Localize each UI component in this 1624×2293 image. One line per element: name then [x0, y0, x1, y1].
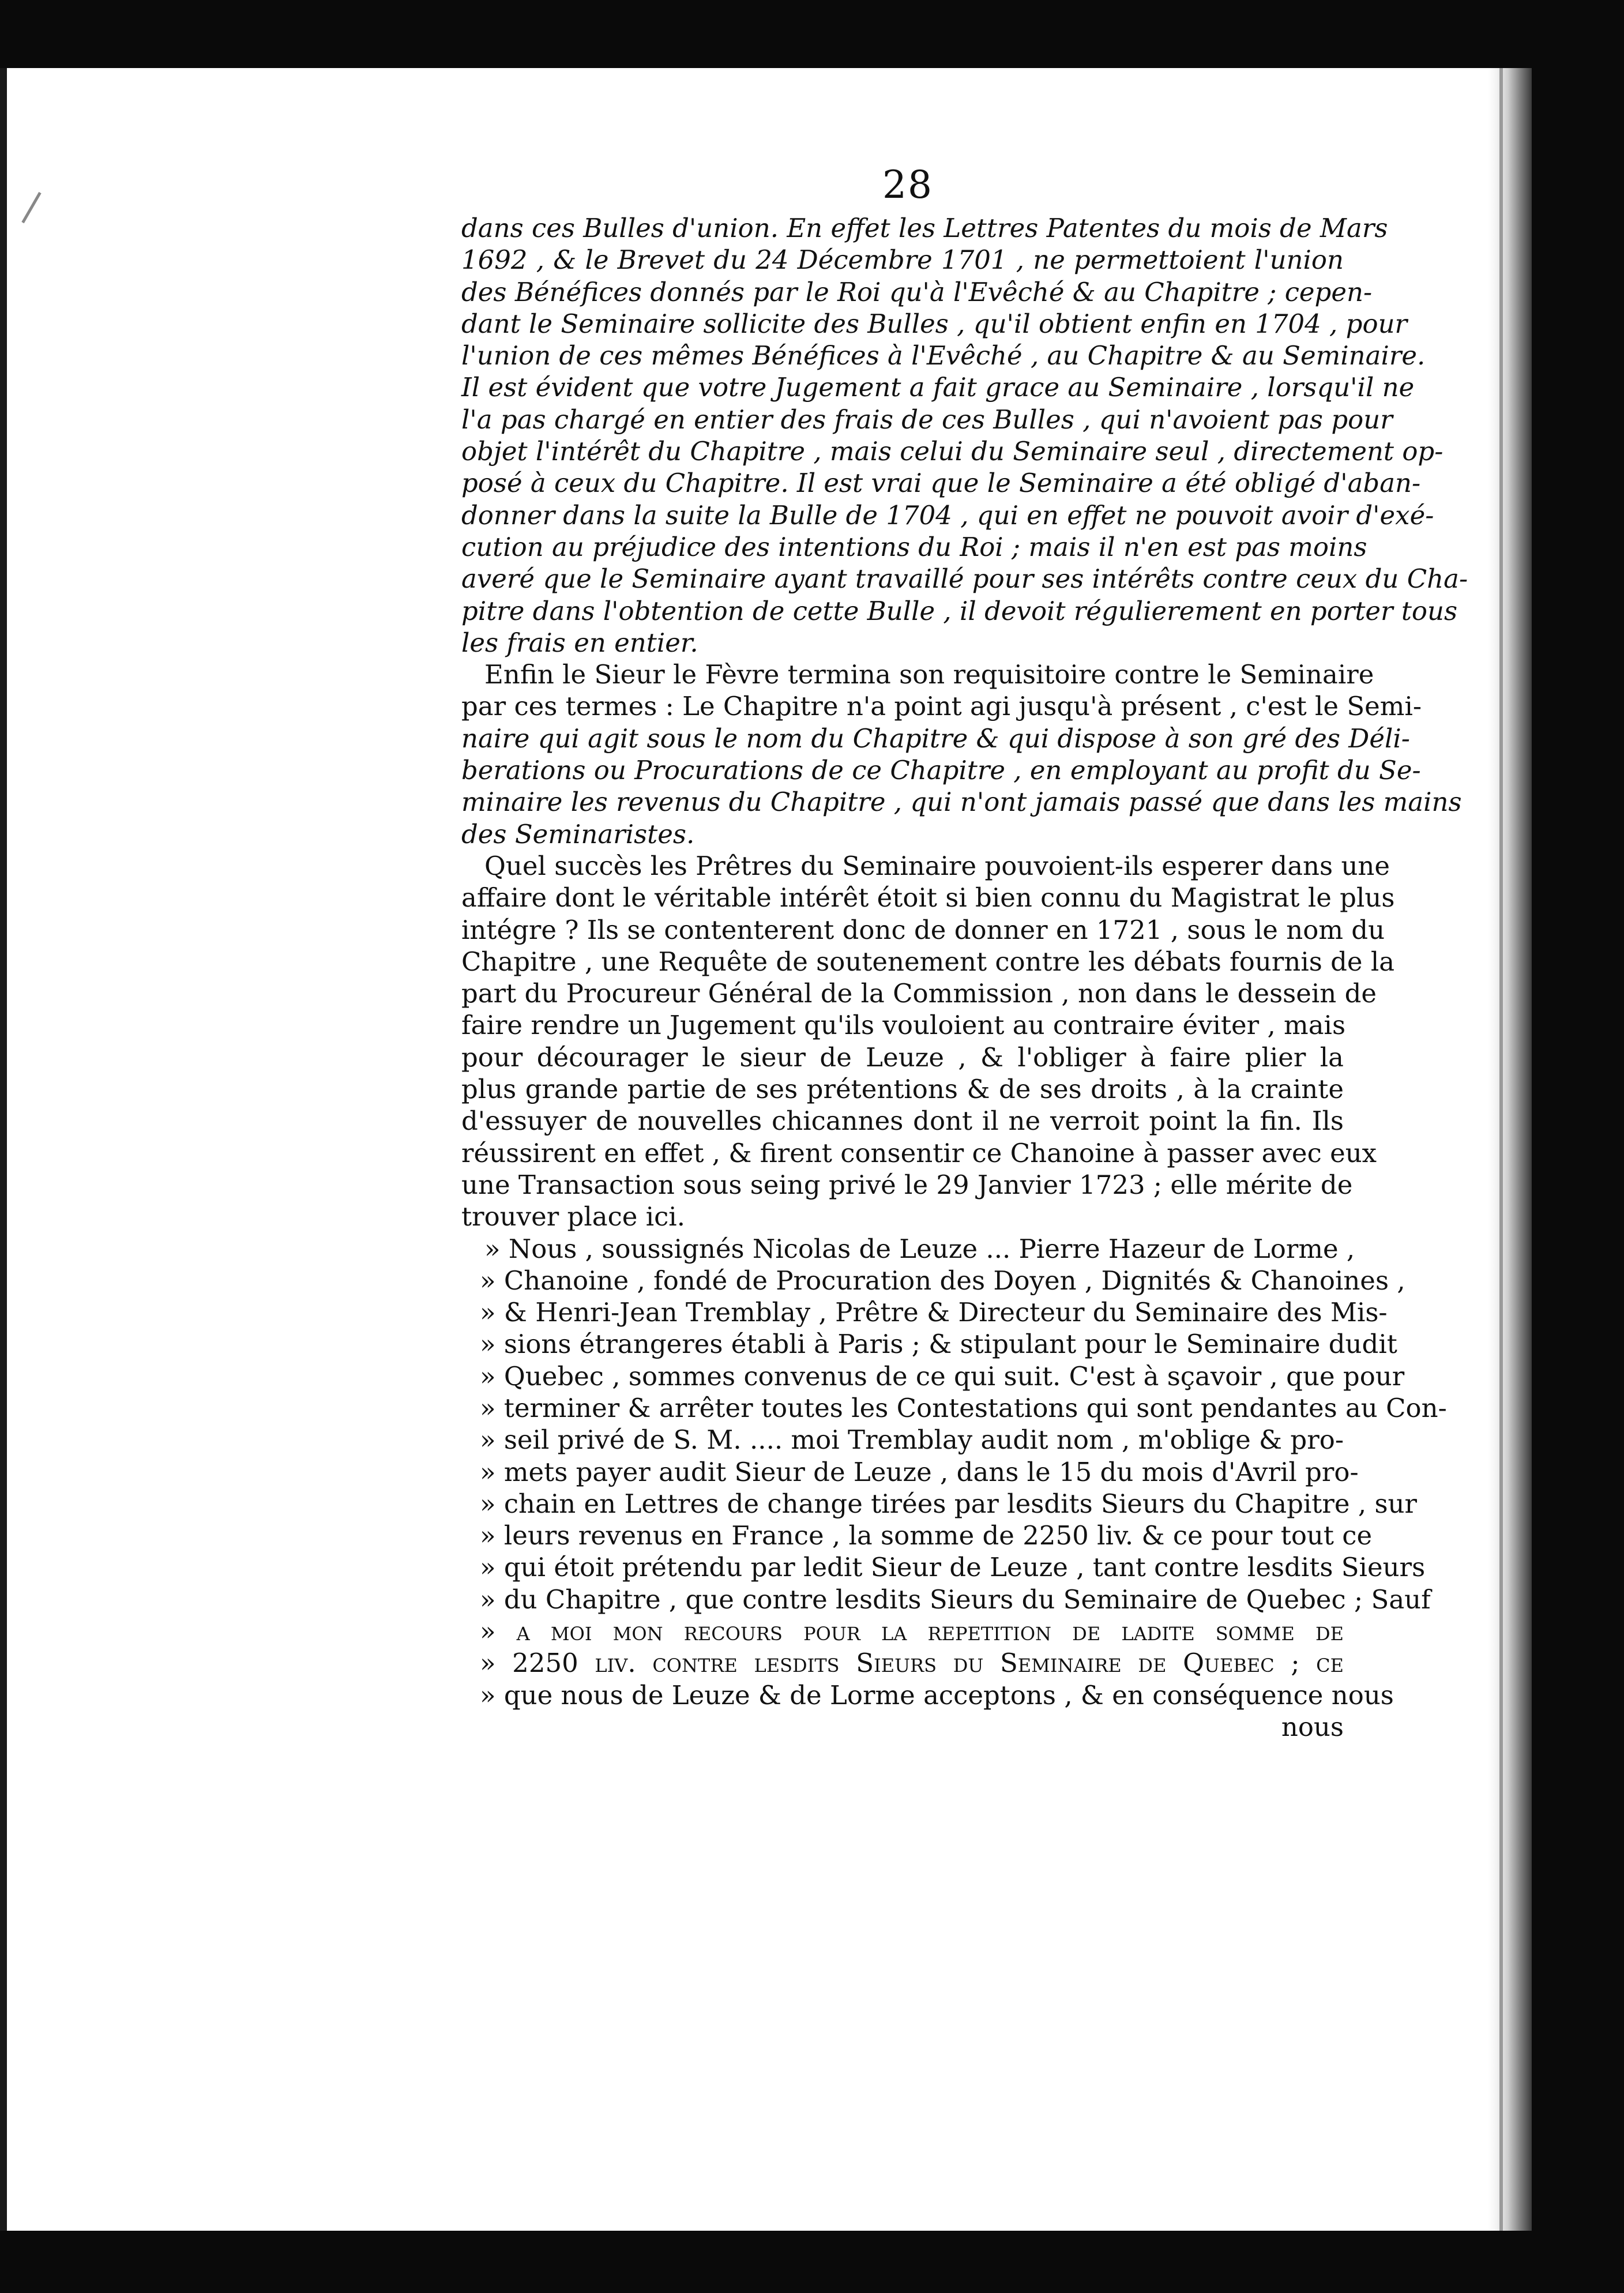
text-line: Chapitre , une Requête de soutenement contre les débats fournis de la: [461, 946, 1395, 977]
text-line: part du Procureur Général de la Commission , non dans le dessein de: [461, 978, 1377, 1009]
page-fold-line: [1499, 68, 1503, 2231]
text-line: pour décourager le sieur de Leuze , & l'obliger à faire plier la: [461, 1042, 1344, 1073]
text-line: trouver place ici.: [461, 1201, 685, 1232]
text-line: minaire les revenus du Chapitre , qui n'ont jamais passé que dans les mains: [461, 787, 1462, 818]
text-line: Quel succès les Prêtres du Seminaire pouvoient-ils esperer dans une: [484, 850, 1390, 881]
scan-right-border: [1532, 0, 1624, 2293]
text-line: » Quebec , sommes convenus de ce qui suit. C'est à sçavoir , que pour: [480, 1360, 1405, 1392]
text-line: » chain en Lettres de change tirées par lesdits Sieurs du Chapitre , sur: [480, 1488, 1418, 1519]
text-line: » a moi mon recours pour la repetition de ladite somme de: [480, 1616, 1344, 1647]
text-line: » leurs revenus en France , la somme de 2250 liv. & ce pour tout ce: [480, 1520, 1373, 1551]
text-line: plus grande partie de ses prétentions & de ses droits , à la crainte: [461, 1074, 1344, 1105]
text-line: dans ces Bulles d'union. En effet les Lettres Patentes du mois de Mars: [461, 213, 1388, 243]
text-line: faire rendre un Jugement qu'ils vouloient au contraire éviter , mais: [461, 1010, 1346, 1041]
text-line: d'essuyer de nouvelles chicannes dont il ne verroit point la fin. Ils: [461, 1106, 1344, 1137]
text-line: posé à ceux du Chapitre. Il est vrai que le Seminaire a été obligé d'aban-: [461, 468, 1421, 499]
text-line: » 2250 liv. contre lesdits Sieurs du Seminaire de Quebec ; ce: [480, 1648, 1344, 1679]
text-line: nous: [1281, 1711, 1344, 1742]
text-line: intégre ? Ils se contenterent donc de donner en 1721 , sous le nom du: [461, 914, 1385, 945]
text-line: cution au préjudice des intentions du Roi ; mais il n'en est pas moins: [461, 531, 1367, 562]
text-line: » Chanoine , fondé de Procuration des Doyen , Dignités & Chanoines ,: [480, 1265, 1405, 1296]
text-line: » & Henri-Jean Tremblay , Prêtre & Directeur du Seminaire des Mis-: [480, 1297, 1388, 1328]
text-line: affaire dont le véritable intérêt étoit si bien connu du Magistrat le plus: [461, 882, 1395, 914]
text-line: objet l'intérêt du Chapitre , mais celui du Seminaire seul , directement op-: [461, 436, 1443, 467]
page-text-block: [461, 212, 1468, 1743]
text-line: Il est évident que votre Jugement a fait grace au Seminaire , lorsqu'il ne: [461, 372, 1415, 403]
scan-left-edge: [0, 68, 7, 2231]
text-line: » sions étrangeres établi à Paris ; & stipulant pour le Seminaire dudit: [480, 1329, 1397, 1360]
text-line: » terminer & arrêter toutes les Contestations qui sont pendantes au Con-: [480, 1392, 1447, 1423]
text-line: l'a pas chargé en entier des frais de ces Bulles , qui n'avoient pas pour: [461, 404, 1393, 435]
text-line: berations ou Procurations de ce Chapitre , en employant au profit du Se-: [461, 755, 1421, 786]
text-line: une Transaction sous seing privé le 29 Janvier 1723 ; elle mérite de: [461, 1169, 1353, 1200]
text-line: des Bénéfices donnés par le Roi qu'à l'Evêché & au Chapitre ; cepen-: [461, 276, 1373, 307]
text-line: 1692 , & le Brevet du 24 Décembre 1701 , ne permettoient l'union: [461, 245, 1344, 276]
text-line: » seil privé de S. M. .... moi Tremblay audit nom , m'oblige & pro-: [480, 1424, 1344, 1456]
page-gutter-shadow: [1488, 68, 1532, 2231]
text-line: averé que le Seminaire ayant travaillé pour ses intérêts contre ceux du Cha-: [461, 563, 1468, 595]
scan-scratch-mark: [21, 192, 41, 223]
text-line: réussirent en effet , & firent consentir ce Chanoine à passer avec eux: [461, 1137, 1377, 1168]
text-line: l'union de ces mêmes Bénéfices à l'Evêché , au Chapitre & au Seminaire.: [461, 340, 1426, 371]
text-line: » que nous de Leuze & de Lorme acceptons , & en conséquence nous: [480, 1679, 1394, 1711]
text-line: dant le Seminaire sollicite des Bulles , qu'il obtient enfin en 1704 , pour: [461, 308, 1408, 339]
text-line: » mets payer audit Sieur de Leuze , dans le 15 du mois d'Avril pro-: [480, 1456, 1359, 1487]
text-line: par ces termes : Le Chapitre n'a point agi jusqu'à présent , c'est le Semi-: [461, 691, 1422, 722]
page-number: 28: [882, 163, 933, 207]
text-line: donner dans la suite la Bulle de 1704 , qui en effet ne pouvoit avoir d'exé-: [461, 499, 1434, 531]
text-line: pitre dans l'obtention de cette Bulle , il devoit régulierement en porter tous: [461, 595, 1458, 626]
text-line: des Seminaristes.: [461, 818, 695, 849]
text-line: » du Chapitre , que contre lesdits Sieurs du Seminaire de Quebec ; Sauf: [480, 1584, 1431, 1615]
scan-bottom-border: [0, 2231, 1624, 2293]
text-line: Enfin le Sieur le Fèvre termina son requisitoire contre le Seminaire: [484, 659, 1374, 690]
text-line: » Nous , soussignés Nicolas de Leuze ... Pierre Hazeur de Lorme ,: [484, 1233, 1355, 1264]
text-line: » qui étoit prétendu par ledit Sieur de Leuze , tant contre lesdits Sieurs: [480, 1552, 1426, 1583]
text-line: les frais en entier.: [461, 627, 698, 658]
scan-top-border: [0, 0, 1624, 68]
text-line: naire qui agit sous le nom du Chapitre & qui dispose à son gré des Déli-: [461, 723, 1411, 754]
